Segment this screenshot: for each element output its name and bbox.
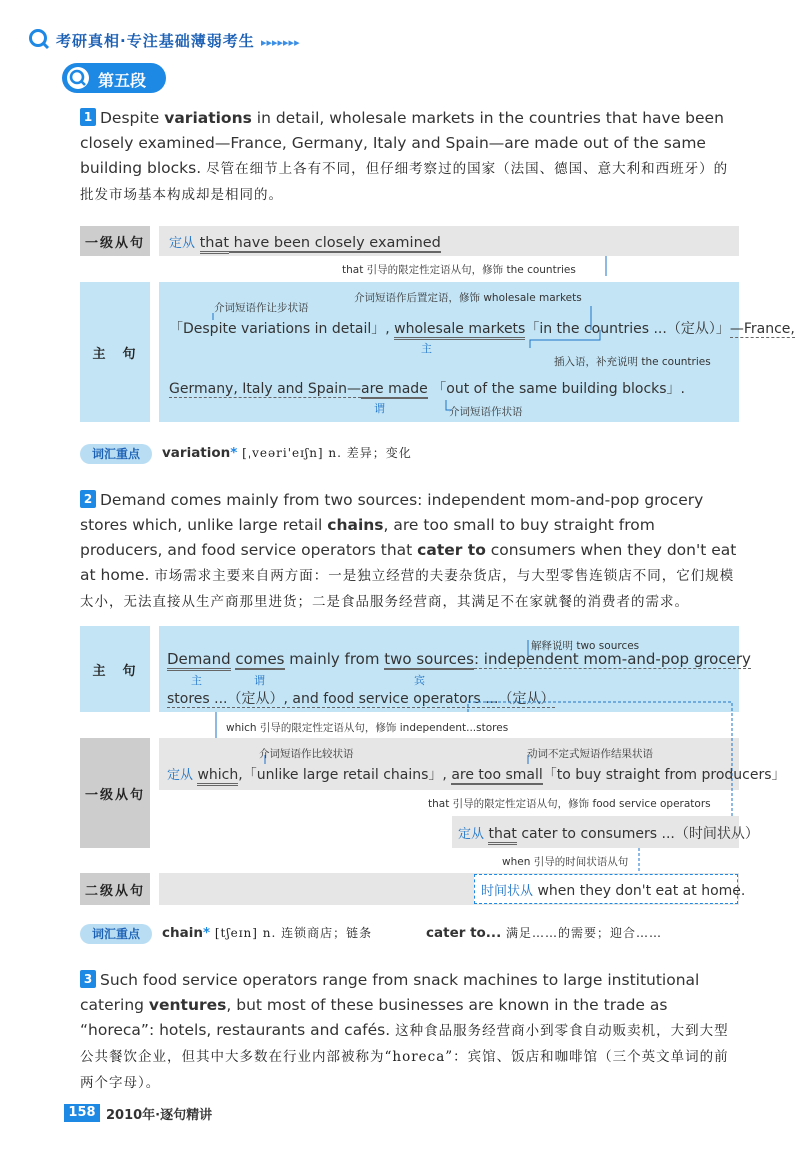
star-icon: * [202,925,211,941]
predicate-mark: 谓 [374,402,385,415]
adverbial: 「to buy straight from producers」 [542,767,786,783]
adverbial: 「Despite variations in detail」, [169,321,395,337]
sentence-cn: 这种食品服务经营商小到零食自动贩卖机，大到大型公共餐饮企业，但其中大多数在行业内部被称为“horeca”：宾馆、饭店和咖啡馆（三个英文单词的前两个字母）。 [80,1023,729,1091]
adverbial: ,「unlike large retail chains」, [238,767,452,783]
vocab-def: 满足……的需要；迎合…… [501,926,663,940]
predicate-mark: 谓 [254,674,265,687]
clause-tag: 定从 [458,827,485,842]
appositive: : independent mom-and-pop grocery [473,650,751,668]
sentence-en: Such food service operators range from snack machines to large institutional catering [80,971,700,1014]
annotation: 插入语，补充说明 the countries [554,356,711,368]
sentence-cn: 尽管在细节上各有不同，但仔细考察过的国家（法国、德国、意大利和西班牙）的批发市场基本构成却是相同的。 [80,161,729,203]
clause-tag: 时间状从 [481,884,534,899]
vocab-word: chain [162,925,203,941]
connector-line [468,702,732,816]
annotation: when 引导的时间状语从句 [502,856,629,868]
insertion: Germany, Italy and Spain— [169,381,361,397]
subject-mark: 主 [421,342,432,355]
annotation: 介词短语作后置定语，修饰 wholesale markets [354,292,582,304]
vocab-label: 词汇重点 [80,924,152,944]
keyword: variations [164,109,252,127]
label-main-clause: 主 句 [80,282,150,422]
annotation: 动词不定式短语作结果状语 [527,748,653,760]
adverbial: 「out of the same building blocks」. [432,381,685,397]
sentence-en: Demand comes mainly from two sources: independent mom-and-pop grocery stores which, unlike large retail [80,491,704,534]
sentence-en: , but most of these businesses are known in the trade as “horeca”: hotels, restaurants and cafés. [80,996,668,1039]
vocab-def: [tʃeɪn] n. 连锁商店；链条 [210,926,373,940]
star-icon: * [230,445,238,461]
label-sub-clause: 一级从句 [80,226,150,256]
sentence-en: Despite [100,109,165,127]
sentence-number: 2 [80,490,96,508]
predicate: comes [235,650,285,668]
brand-text: 考研真相·专注基础薄弱考生 [56,32,255,50]
connector-line [530,330,600,348]
clause-tag: 定从 [169,236,196,251]
annotation: 介词短语作比较状语 [259,748,354,760]
appositive: stores ...（定从）, and food service operators ...（定从） [167,691,555,707]
sentence-number: 3 [80,970,96,988]
brand-arrows: ▸▸▸▸▸▸▸ [260,36,300,49]
subject: which [197,767,238,786]
label-sub-clause-1: 一级从句 [80,738,150,848]
time-clause: when they don't eat at home. [533,883,746,899]
subject-mark: 主 [191,674,202,687]
annotation: 介词短语作让步状语 [214,302,309,314]
annotation: 介词短语作状语 [449,406,523,418]
object: two sources [384,650,474,668]
predicate: are made [360,381,428,397]
sentence-en: consumers when they don't eat at home. [80,541,737,584]
footer-title: 2010年·逐句精讲 [106,1108,213,1123]
subject: wholesale markets [394,321,525,340]
label-sub-clause-2: 二级从句 [80,873,150,905]
attributive: 「in the countries ...（定从）」 [525,321,730,337]
vocab-word: cater to... [426,925,502,941]
sentence-en: , are too small to buy straight from producers, and food service operators that [80,516,655,559]
vocab-label: 词汇重点 [80,444,152,464]
sentence-en: in detail, wholesale markets in the countries that have been closely examined—France, Germany, Italy and Spain—are made out of the same building blocks. [80,109,724,177]
predicate: cater to consumers ...（时间状从） [516,826,759,842]
vocab-word: variation [162,445,231,461]
keyword: chains [327,516,384,534]
subject: that [488,826,516,845]
adverbial: mainly from [284,650,385,668]
keyword: ventures [148,996,227,1014]
insertion: —France, [729,321,795,337]
annotation: that 引导的限定性定语从句，修饰 food service operators [428,798,711,810]
predicate: have been closely examined [229,235,441,251]
sentence-cn: 市场需求主要来自两方面：一是独立经营的夫妻杂货店，与大型零售连锁店不同，它们规模太小，无法直接从生产商那里进货；二是食品服务经营商，其满足不在家就餐的消费者的需求。 [80,568,735,610]
object-mark: 宾 [414,674,425,687]
connector-line [446,400,452,410]
vocab-def: [ˌveəri'eɪʃn] n. 差异；变化 [237,446,412,460]
annotation: 解释说明 two sources [531,640,640,652]
keyword: cater to [417,541,486,559]
subject: that [200,235,229,254]
annotation: which 引导的限定性定语从句，修饰 independent...stores [226,722,509,734]
subject: Demand [167,650,231,671]
page-number: 158 [64,1104,100,1122]
sentence-number: 1 [80,108,96,126]
predicate: are too small [451,767,543,783]
section-title: 第五段 [98,71,147,90]
clause-tag: 定从 [167,768,194,783]
annotation: that 引导的限定性定语从句，修饰 the countries [342,264,576,276]
label-main-clause: 主 句 [80,626,150,712]
